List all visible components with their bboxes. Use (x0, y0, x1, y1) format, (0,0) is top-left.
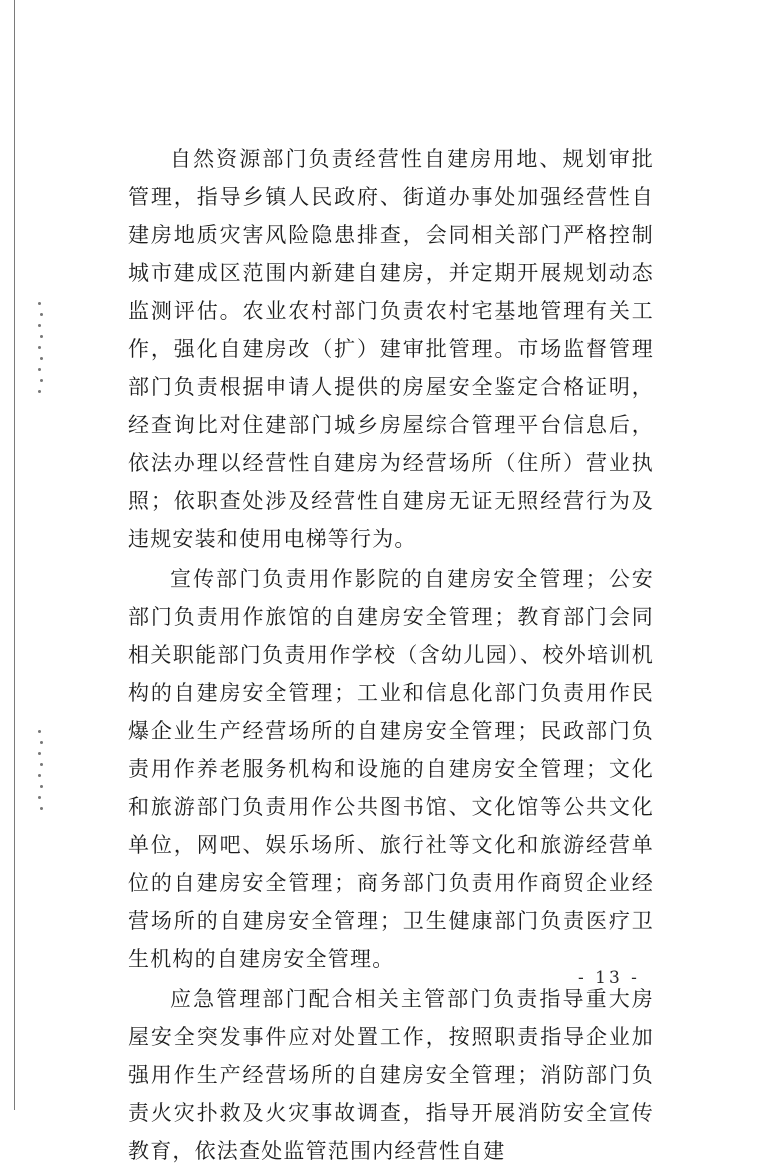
paragraph-emergency-management: 应急管理部门配合相关主管部门负责指导重大房屋安全突发事件应对处置工作，按照职责指导企业加强用作生产经营场所的自建房安全管理；消防部门负责火灾扑救及火灾事故调查，指导开展消防安全宣传教育，依法查处监管范围内经营性自建 (128, 987, 654, 1163)
page-edge-line (14, 0, 15, 1110)
scan-artifact-dots (38, 302, 44, 401)
paragraph-department-responsibilities: 宣传部门负责用作影院的自建房安全管理；公安部门负责用作旅馆的自建房安全管理；教育部门会同相关职能部门负责用作学校（含幼儿园）、校外培训机构的自建房安全管理；工业和信息化部门负责用作民爆企业生产经营场所的自建房安全管理；民政部门负责用作养老服务机构和设施的自建房安全管理；文化和旅游部门负责用作公共图书馆、文化馆等公共文化单位，网吧、娱乐场所、旅行社等文化和旅游经营单位的自建房安全管理；商务部门负责用作商贸企业经营场所的自建房安全管理；卫生健康部门负责医疗卫生机构的自建房安全管理。 (128, 567, 654, 971)
scan-artifact-dots (38, 730, 44, 818)
page-number: - 13 - (578, 968, 640, 988)
document-body (128, 140, 654, 1172)
paragraph-natural-resources: 自然资源部门负责经营性自建房用地、规划审批管理，指导乡镇人民政府、街道办事处加强经营性自建房地质灾害风险隐患排查，会同相关部门严格控制城市建成区范围内新建自建房，并定期开展规划动态监测评估。农业农村部门负责农村宅基地管理有关工作，强化自建房改（扩）建审批管理。市场监督管理部门负责根据申请人提供的房屋安全鉴定合格证明，经查询比对住建部门城乡房屋综合管理平台信息后，依法办理以经营性自建房为经营场所（住所）营业执照；依职查处涉及经营性自建房无证无照经营行为及违规安装和使用电梯等行为。 (128, 147, 654, 551)
